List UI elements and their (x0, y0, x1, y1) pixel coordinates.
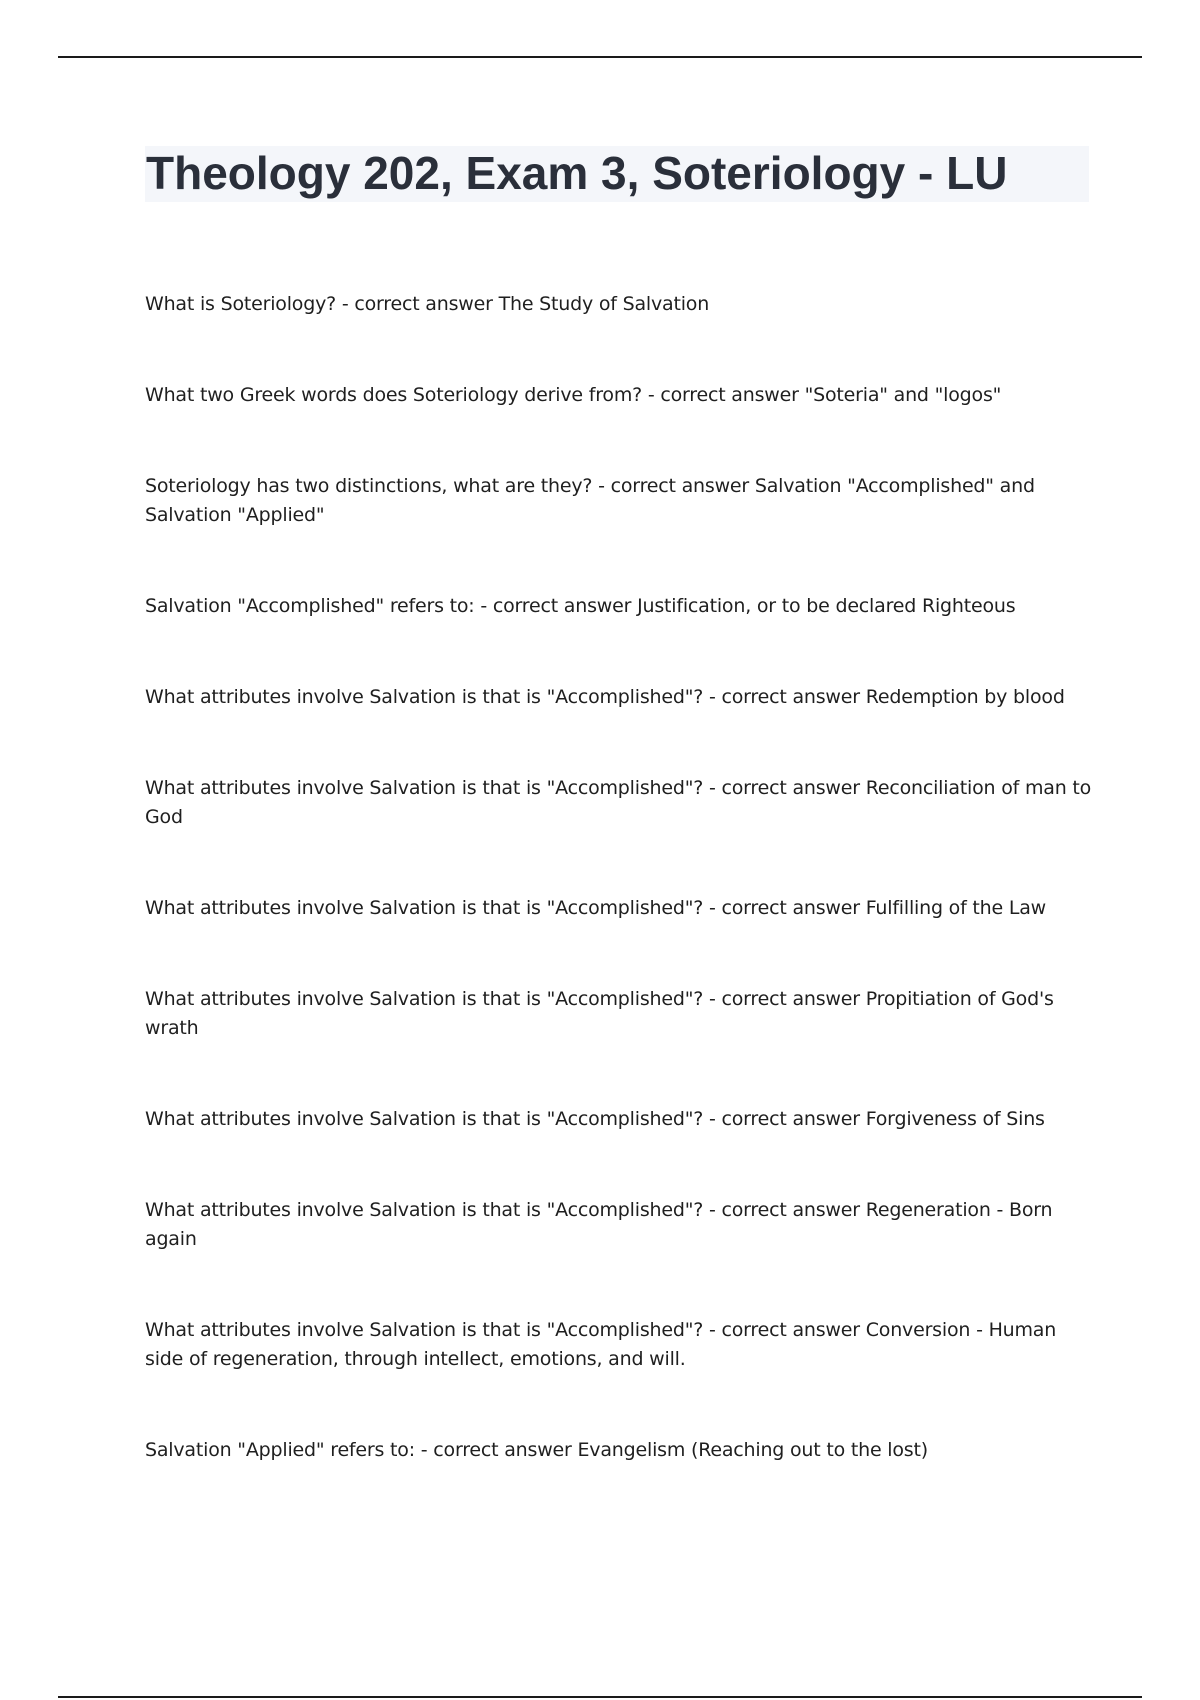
qa-item: Salvation "Accomplished" refers to: - correct answer Justification, or to be declared Righteous (145, 595, 1016, 617)
top-divider (58, 56, 1142, 58)
qa-item: What attributes involve Salvation is that is "Accomplished"? - correct answer Forgiveness of Sins (145, 1108, 1045, 1130)
qa-item: What attributes involve Salvation is that is "Accomplished"? - correct answer Redemption by blood (145, 686, 1065, 708)
qa-item: What attributes involve Salvation is that is "Accomplished"? - correct answer Reconciliation of man to God (145, 777, 1092, 828)
qa-item: What is Soteriology? - correct answer The Study of Salvation (145, 293, 710, 315)
qa-item: What attributes involve Salvation is that is "Accomplished"? - correct answer Conversion - Human side of regeneration, through intellect, emotions, and will. (145, 1319, 1057, 1370)
qa-item: What attributes involve Salvation is that is "Accomplished"? - correct answer Propitiation of God's wrath (145, 988, 1054, 1039)
qa-item: What two Greek words does Soteriology derive from? - correct answer "Soteria" and "logos" (145, 384, 1002, 406)
qa-item: What attributes involve Salvation is that is "Accomplished"? - correct answer Fulfilling of the Law (145, 897, 1047, 919)
bottom-divider (58, 1696, 1142, 1698)
qa-item: Salvation "Applied" refers to: - correct answer Evangelism (Reaching out to the lost) (145, 1439, 928, 1461)
qa-list (145, 290, 1095, 1527)
qa-item: What attributes involve Salvation is that is "Accomplished"? - correct answer Regeneration - Born again (145, 1199, 1053, 1250)
qa-item: Soteriology has two distinctions, what are they? - correct answer Salvation "Accomplished" and Salvation "Applied" (145, 475, 1035, 526)
page-title: Theology 202, Exam 3, Soteriology - LU (146, 147, 1008, 199)
